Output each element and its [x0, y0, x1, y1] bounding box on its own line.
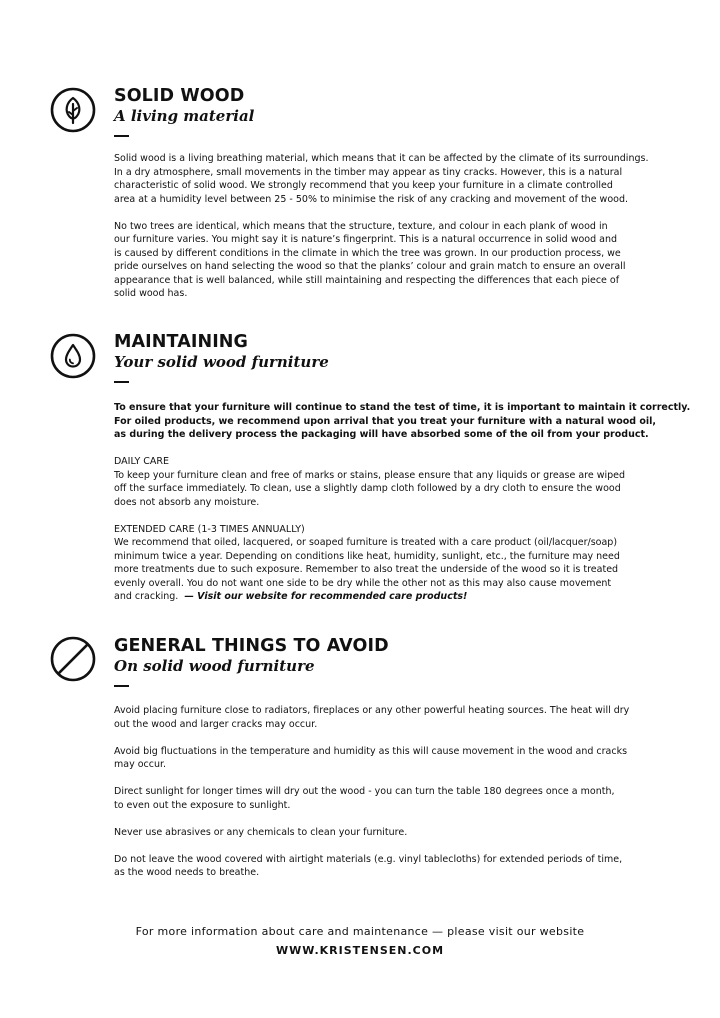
title-divider: [114, 381, 129, 383]
website-url[interactable]: WWW.KRISTENSEN.COM: [275, 944, 445, 957]
text-line: No two trees are identical, which means that the structure, texture, and colour in each plank of wood in: [114, 220, 608, 232]
text-line: Avoid placing furniture close to radiators, fireplaces or any other powerful heating sources. The heat will dry: [114, 705, 630, 716]
tree-leaf-icon: [50, 87, 96, 133]
section-subtitle: On solid wood furniture: [114, 657, 315, 675]
website-note: — Visit our website for recommended care products!: [184, 591, 468, 602]
avoid-body: [114, 704, 674, 880]
avoid-heading: [114, 636, 389, 687]
text-line: more treatments due to such exposure. Remember to also treat the underside of the wood so it is treated: [114, 564, 619, 575]
text-line: To keep your furniture clean and free of marks or stains, please ensure that any liquids or grease are wiped: [114, 469, 626, 481]
text-line: Solid wood is a living breathing material, which means that it can be affected by the climate of its surroundings.: [114, 153, 649, 164]
subsection-heading: EXTENDED CARE (1-3 TIMES ANNUALLY): [114, 523, 305, 535]
maintaining-heading: [114, 332, 329, 383]
title-divider: [114, 135, 129, 137]
text-line: To ensure that your furniture will continue to stand the test of time, it is important to maintain it correctly.: [114, 402, 691, 413]
text-line: to even out the exposure to sunlight.: [114, 799, 291, 811]
text-line: area at a humidity level between 25 - 50% to minimise the risk of any cracking and movement of the wood.: [114, 193, 628, 205]
text-line: Avoid big fluctuations in the temperature and humidity as this will cause movement in the wood and cracks: [114, 745, 628, 757]
text-line: is caused by different conditions in the climate in which the tree was grown. In our production process, we: [114, 247, 621, 259]
title-divider: [114, 685, 129, 687]
text-line: In a dry atmosphere, small movements in the timber may appear as tiny cracks. However, this is a natural: [114, 166, 623, 178]
text-line: minimum twice a year. Depending on conditions like heat, humidity, sunlight, etc., the furniture may need: [114, 550, 620, 562]
text-line: Direct sunlight for longer times will dry out the wood - you can turn the table 180 degrees once a month,: [114, 786, 615, 797]
text-line: Do not leave the wood covered with airtight materials (e.g. vinyl tablecloths) for extended periods of time,: [114, 853, 623, 865]
text-line: as the wood needs to breathe.: [114, 867, 260, 878]
footer-text: For more information about care and maintenance — please visit our website: [135, 925, 585, 938]
text-line: We recommend that oiled, lacquered, or soaped furniture is treated with a care product (oil/lacquer/soap): [114, 537, 618, 548]
oil-drop-icon: [50, 333, 96, 379]
text-line: does not absorb any moisture.: [114, 496, 260, 508]
text-line: For oiled products, we recommend upon arrival that you treat your furniture with a natural wood oil,: [114, 415, 657, 427]
text-line: pride ourselves on hand selecting the wood so that the planks’ colour and grain match to ensure an overall: [114, 261, 626, 272]
text-line: out the wood and larger cracks may occur.: [114, 718, 318, 730]
text-line: off the surface immediately. To clean, use a slightly damp cloth followed by a dry cloth to ensure the wood: [114, 483, 621, 494]
solid-wood-heading: [114, 86, 254, 137]
section-subtitle: A living material: [114, 107, 255, 125]
text-line: evenly overall. You do not want one side to be dry while the other not as this may also cause movement: [114, 577, 612, 589]
maintaining-body: [114, 401, 691, 604]
text-line: may occur.: [114, 759, 167, 770]
text-line: [114, 590, 674, 604]
prohibited-icon: [50, 636, 96, 682]
footer: [0, 922, 720, 960]
text-fragment: and cracking.: [114, 591, 179, 602]
text-line: solid wood has.: [114, 288, 188, 299]
solid-wood-body: [114, 152, 674, 301]
text-line: Never use abrasives or any chemicals to clean your furniture.: [114, 826, 408, 838]
section-title: MAINTAINING: [114, 332, 249, 352]
text-line: as during the delivery process the packaging will have absorbed some of the oil from your product.: [114, 429, 649, 440]
section-title: GENERAL THINGS TO AVOID: [114, 636, 389, 656]
section-subtitle: Your solid wood furniture: [114, 353, 329, 371]
subsection-heading: DAILY CARE: [114, 456, 170, 467]
text-line: our furniture varies. You might say it is nature’s fingerprint. This is a natural occurrence in solid wood and: [114, 234, 618, 245]
text-line: appearance that is well balanced, while still maintaining and respecting the differences that each piece of: [114, 274, 620, 286]
text-line: characteristic of solid wood. We strongly recommend that you keep your furniture in a climate controlled: [114, 180, 613, 191]
section-title: SOLID WOOD: [114, 86, 245, 106]
